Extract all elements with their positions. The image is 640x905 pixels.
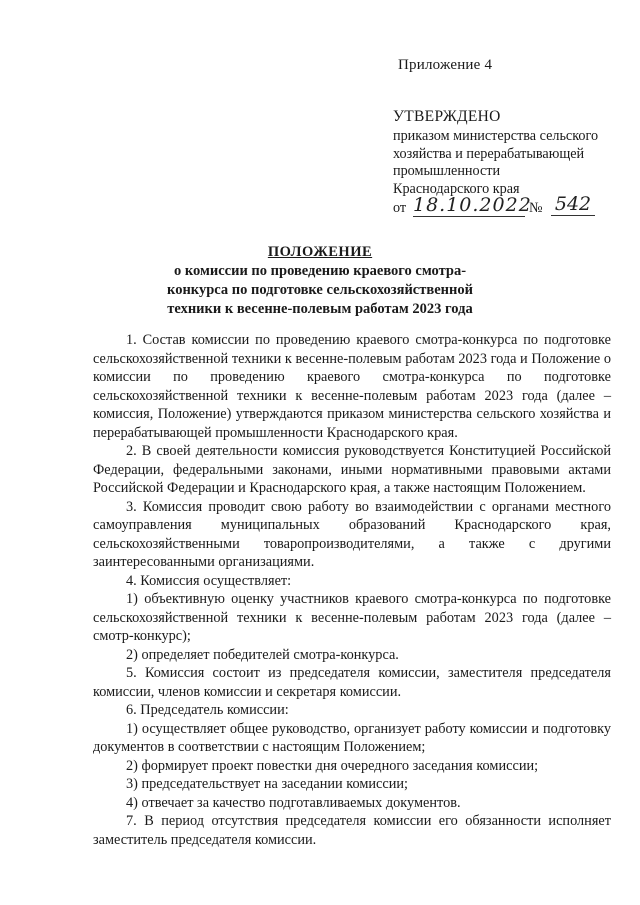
number-prefix: № — [529, 200, 543, 216]
approval-line: приказом министерства сельского — [393, 128, 599, 144]
approval-date-row — [393, 193, 623, 220]
approval-number: 542 — [551, 193, 595, 216]
approval-line: хозяйства и перерабатывающей — [393, 145, 585, 162]
paragraph: 5. Комиссия состоит из председателя комиссии, заместителя председателя комиссии, членов комиссии и секретаря комиссии. — [93, 665, 611, 700]
paragraph: 4) отвечает за качество подготавливаемых документов. — [126, 794, 461, 811]
paragraph: 4. Комиссия осуществляет: — [126, 572, 292, 589]
approval-date: 18.10.2022 — [413, 194, 532, 216]
title-line: техники к весенне-полевым работам 2023 года — [167, 301, 473, 317]
paragraph: 3) председательствует на заседании комиссии; — [126, 776, 409, 792]
title-line: конкурса по подготовке сельскохозяйственной — [167, 282, 473, 298]
date-prefix: от — [393, 200, 407, 216]
approval-block — [393, 107, 623, 220]
paragraph: 3. Комиссия проводит свою работу во взаимодействии с органами местного самоуправления муниципальных образований Краснодарского края, сельскохозяйственными товаропроизводителями, а также с другими заинтересованными организациями. — [93, 498, 611, 570]
document-title — [0, 243, 640, 319]
paragraph: 2) определяет победителей смотра-конкурса. — [126, 646, 399, 663]
paragraph: 1) объективную оценку участников краевого смотра-конкурса по подготовке сельскохозяйственной техники к весенне-полевым работам 2023 года (далее – смотр-конкурс); — [93, 591, 611, 644]
appendix-label: Приложение 4 — [398, 57, 493, 73]
document-body — [93, 331, 611, 849]
approval-line: Краснодарского края — [393, 180, 520, 197]
paragraph: 1. Состав комиссии по проведению краевого смотра-конкурса по подготовке сельскохозяйственной техники к весенне-полевым работам 2023 года и Положение о комиссии по проведению краевого смотра-конкурса по подготовке сельскохозяйственной техники к весенне-полевым работам 2023 года (далее – комиссия, Положение) утверждаются приказом министерства сельского хозяйства и перерабатывающей промышленности Краснодарского края. — [93, 332, 611, 441]
paragraph: 6. Председатель комиссии: — [126, 702, 289, 718]
title-main: ПОЛОЖЕНИЕ — [267, 244, 373, 260]
paragraph: 1) осуществляет общее руководство, организует работу комиссии и подготовку документов в соответствии с настоящим Положением; — [93, 720, 611, 755]
approval-title: УТВЕРЖДЕНО — [393, 108, 501, 125]
approval-line: промышленности — [393, 163, 501, 179]
title-line: о комиссии по проведению краевого смотра- — [173, 263, 467, 279]
paragraph: 7. В период отсутствия председателя комиссии его обязанности исполняет заместитель председателя комиссии. — [93, 813, 611, 848]
paragraph: 2. В своей деятельности комиссия руководствуется Конституцией Российской Федерации, федеральными законами, иными нормативными правовыми актами Российской Федерации и Краснодарского края, а также настоящим Положением. — [93, 443, 611, 496]
paragraph: 2) формирует проект повестки дня очередного заседания комиссии; — [126, 757, 539, 774]
